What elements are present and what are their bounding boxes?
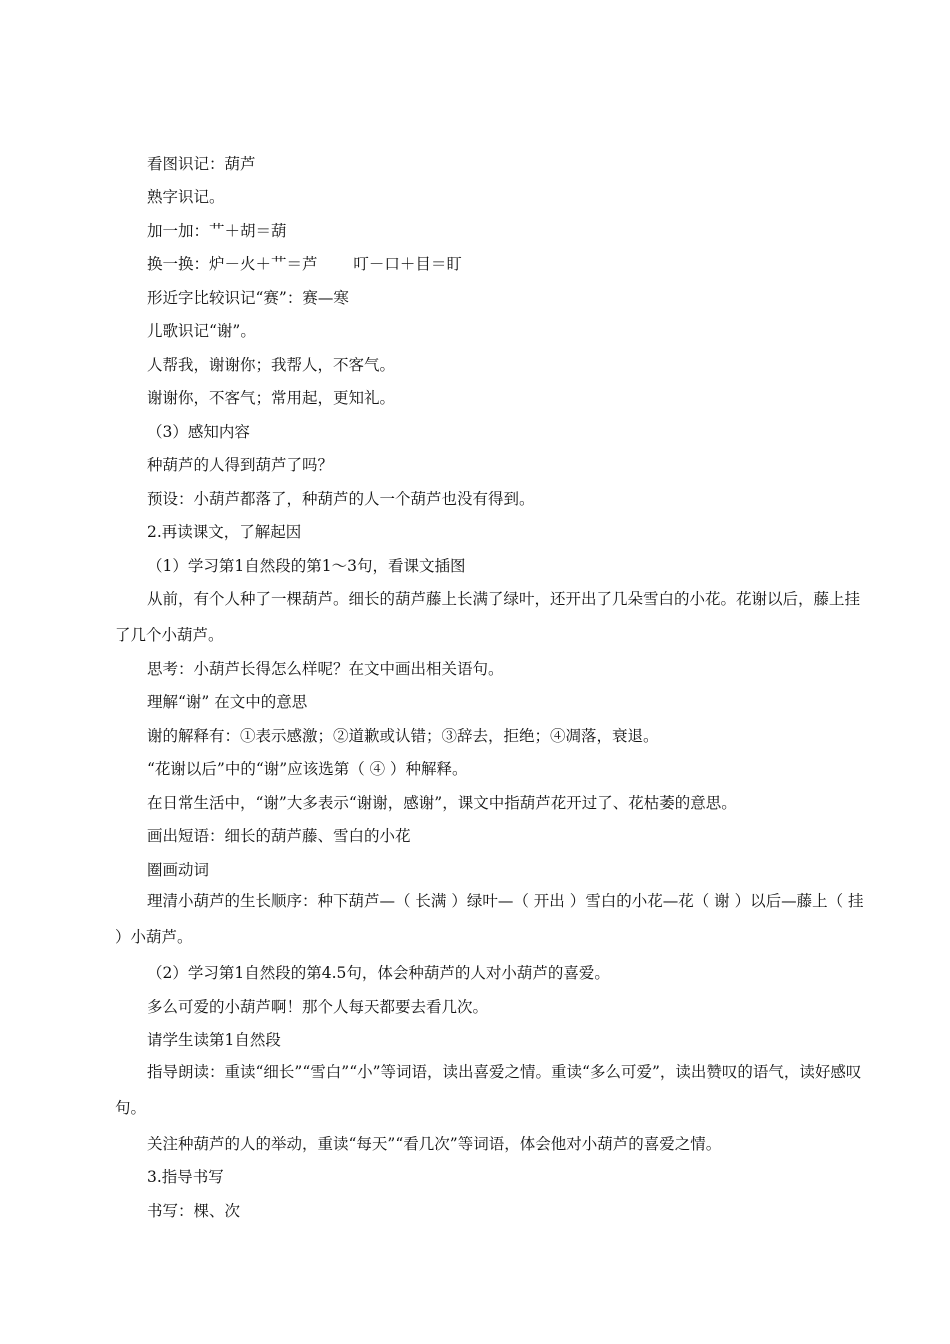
paragraph: 书写：棵、次	[147, 1202, 241, 1220]
paragraph: 谢的解释有：①表示感激；②道歉或认错；③辞去，拒绝；④凋落，衰退。	[147, 727, 659, 745]
paragraph: 看图识记：葫芦	[147, 155, 256, 173]
paragraph: 换一换：炉－火＋艹＝芦 叮－口＋目＝盯	[147, 255, 462, 273]
paragraph: 谢谢你，不客气；常用起，更知礼。	[147, 389, 396, 407]
paragraph: 形近字比较识记“赛”：赛—寒	[147, 289, 349, 307]
paragraph: 加一加：艹＋胡＝葫	[147, 222, 287, 240]
paragraph: 理解“谢” 在文中的意思	[147, 693, 308, 711]
paragraph: 儿歌识记“谢”。	[147, 322, 256, 340]
paragraph: “花谢以后”中的“谢”应该选第（ ④ ）种解释。	[147, 760, 468, 778]
paragraph: 从前，有个人种了一棵葫芦。细长的葫芦藤上长满了绿叶，还开出了几朵雪白的小花。花谢以后，藤上挂了几个小葫芦。	[115, 590, 861, 644]
section-heading: （3）感知内容	[147, 423, 250, 441]
section-heading: （1）学习第1自然段的第1～3句，看课文插图	[147, 557, 466, 575]
paragraph: 种葫芦的人得到葫芦了吗？	[147, 456, 334, 474]
paragraph: 在日常生活中，“谢”大多表示“谢谢，感谢”，课文中指葫芦花开过了、花枯萎的意思。	[147, 794, 737, 812]
paragraph: 关注种葫芦的人的举动，重读“每天”“看几次”等词语，体会他对小葫芦的喜爱之情。	[147, 1135, 722, 1153]
section-heading: 3.指导书写	[147, 1168, 224, 1186]
paragraph: 请学生读第1自然段	[147, 1031, 281, 1049]
section-heading: 2.再读课文，了解起因	[147, 523, 302, 541]
paragraph: 人帮我，谢谢你；我帮人，不客气。	[147, 356, 396, 374]
paragraph: 预设：小葫芦都落了，种葫芦的人一个葫芦也没有得到。	[147, 490, 535, 508]
paragraph: 思考：小葫芦长得怎么样呢？在文中画出相关语句。	[147, 660, 504, 678]
section-heading: （2）学习第1自然段的第4.5句，体会种葫芦的人对小葫芦的喜爱。	[147, 964, 610, 982]
paragraph: 画出短语：细长的葫芦藤、雪白的小花	[147, 827, 411, 845]
paragraph: 圈画动词	[147, 861, 210, 879]
paragraph: 理清小葫芦的生长顺序：种下葫芦—（ 长满 ）绿叶—（ 开出 ）雪白的小花—花（ 谢 ）以后—藤上（ 挂 ）小葫芦。	[115, 892, 864, 946]
paragraph: 指导朗读：重读“细长”“雪白”“小”等词语，读出喜爱之情。重读“多么可爱”，读出赞叹的语气，读好感叹句。	[115, 1063, 862, 1117]
paragraph: 多么可爱的小葫芦啊！那个人每天都要去看几次。	[147, 998, 489, 1016]
paragraph: 熟字识记。	[147, 188, 225, 206]
